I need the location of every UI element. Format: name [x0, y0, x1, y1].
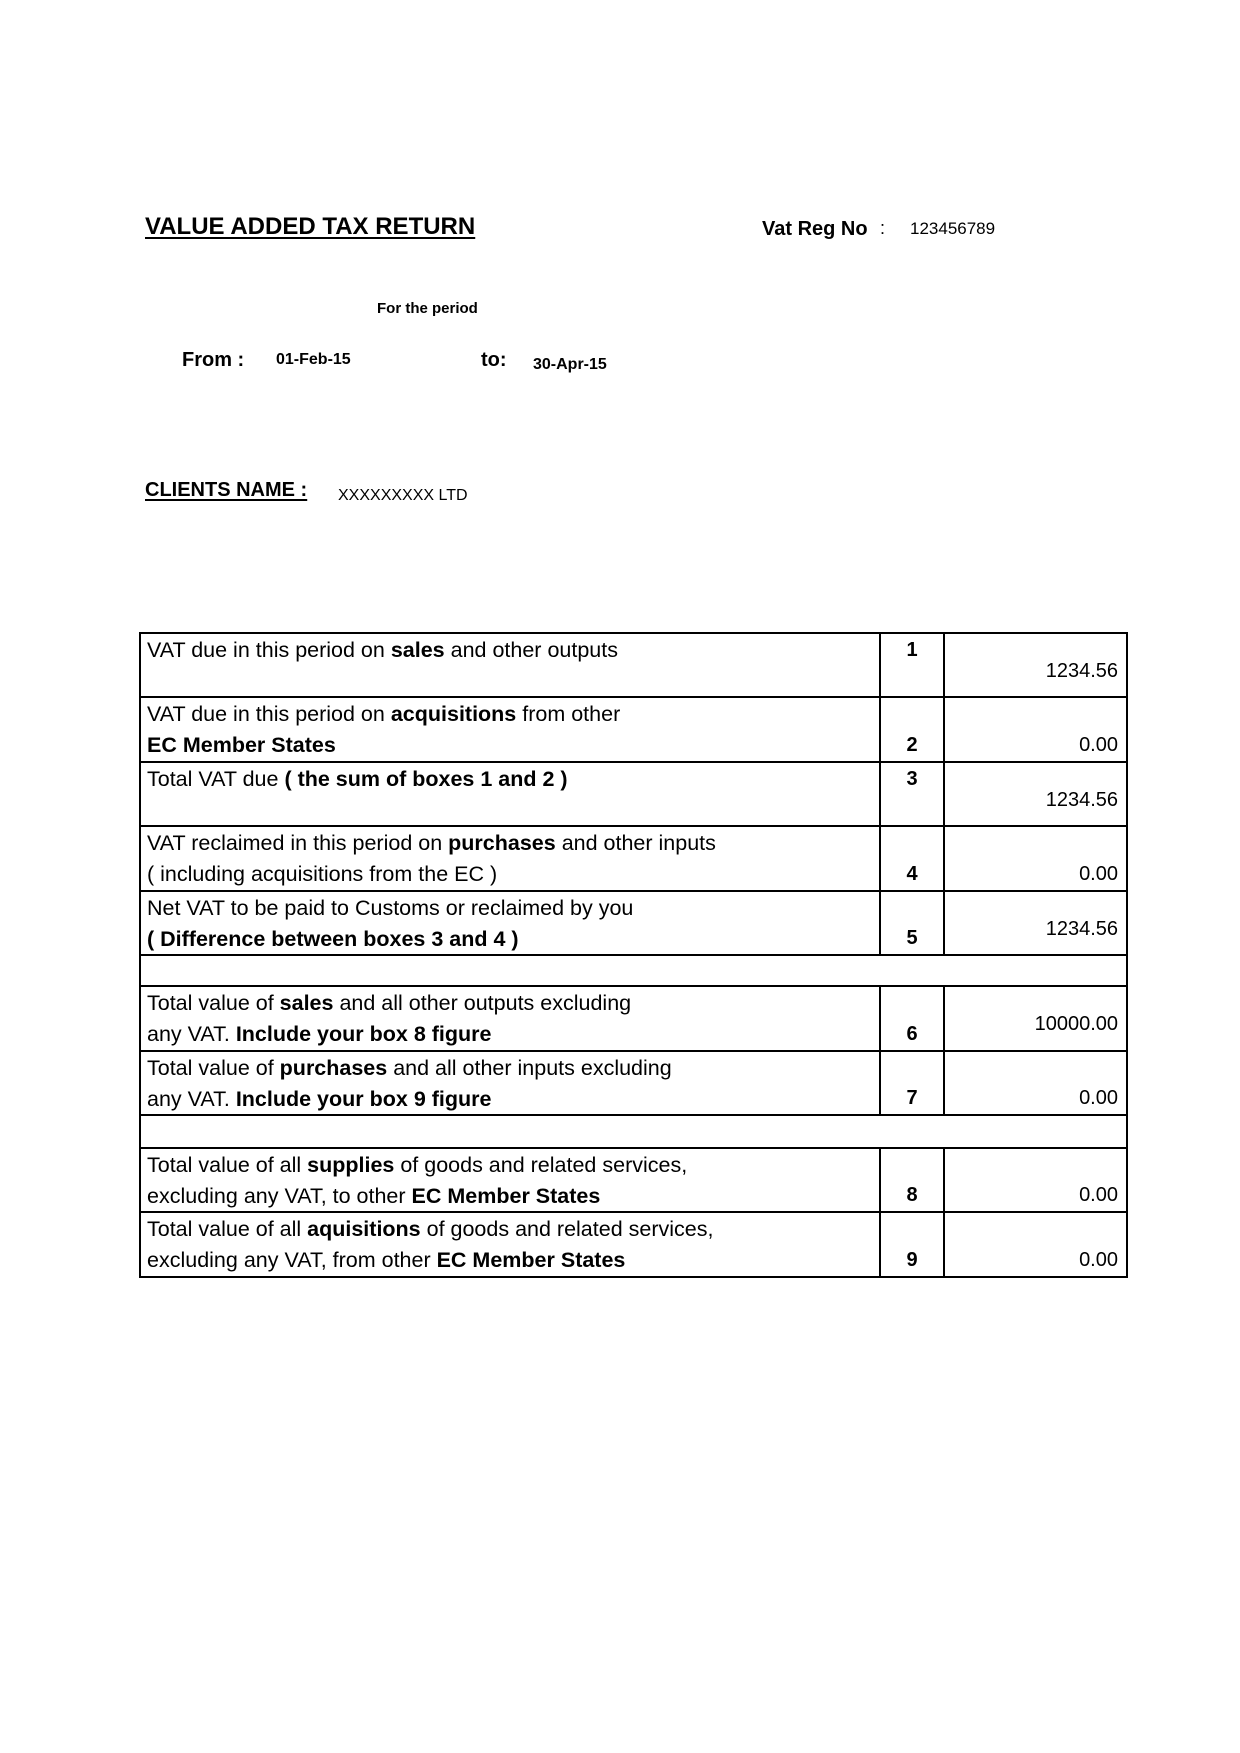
- box-number-cell: [881, 1052, 945, 1114]
- description-line: [147, 1150, 879, 1181]
- from-label: From :: [182, 349, 245, 371]
- amount-cell: [945, 892, 1128, 954]
- vat-reg-label: Vat Reg No: [762, 218, 868, 240]
- description-bold-text: aquisitions: [307, 1217, 421, 1241]
- from-date: 01-Feb-15: [276, 351, 351, 368]
- description-text: and all other outputs excluding: [333, 991, 632, 1015]
- description-text: VAT reclaimed in this period on: [147, 831, 449, 855]
- table-spacer-row: [139, 1116, 1128, 1149]
- box-number-cell: [881, 1213, 945, 1276]
- description-text: ( including acquisitions from the EC ): [147, 862, 498, 886]
- box-number-cell: [881, 763, 945, 825]
- description-line: [147, 1181, 879, 1212]
- description-line: [147, 988, 879, 1019]
- table-row: [139, 987, 1128, 1052]
- description-text: excluding any VAT, from other: [147, 1248, 437, 1272]
- page-title: VALUE ADDED TAX RETURN: [145, 213, 476, 240]
- description-text: any VAT.: [147, 1087, 236, 1111]
- amount-value: 0.00: [1079, 734, 1118, 756]
- description-bold-text: sales: [390, 638, 445, 662]
- description-line: [147, 764, 879, 795]
- box-number-cell: [881, 698, 945, 761]
- description-line: [147, 795, 879, 826]
- description-text: Total value of: [147, 1056, 280, 1080]
- description-bold-text: Include your box 9 figure: [235, 1087, 492, 1111]
- description-text: VAT due in this period on: [147, 638, 391, 662]
- description-text: from other: [516, 702, 621, 726]
- box-number: 6: [906, 1023, 918, 1045]
- description-line: [147, 730, 879, 761]
- row-description: [139, 892, 881, 954]
- description-text: VAT due in this period on: [147, 702, 391, 726]
- amount-value: 1234.56: [1045, 789, 1118, 811]
- description-text: Net VAT to be paid to Customs or reclaimed by you: [147, 896, 634, 920]
- description-text: and other inputs: [555, 831, 716, 855]
- client-name-label: CLIENTS NAME :: [145, 479, 308, 501]
- description-bold-text: ( the sum of boxes 1 and 2 ): [284, 767, 568, 791]
- row-description: [139, 698, 881, 761]
- description-bold-text: Include your box 8 figure: [235, 1022, 492, 1046]
- description-line: [147, 1245, 879, 1276]
- row-description: [139, 1213, 881, 1276]
- amount-value: 0.00: [1079, 1184, 1118, 1206]
- table-row: [139, 1213, 1128, 1278]
- description-bold-text: sales: [279, 991, 334, 1015]
- row-description: [139, 987, 881, 1050]
- description-text: Total value of all: [147, 1217, 308, 1241]
- table-row: [139, 827, 1128, 892]
- amount-value: 10000.00: [1034, 1013, 1118, 1035]
- description-line: [147, 1019, 879, 1050]
- description-line: [147, 699, 879, 730]
- description-text: of goods and related services,: [394, 1153, 688, 1177]
- amount-cell: [945, 763, 1128, 825]
- box-number-cell: [881, 1149, 945, 1211]
- box-number: 2: [906, 734, 918, 756]
- description-text: any VAT.: [147, 1022, 236, 1046]
- client-name-value: XXXXXXXXX LTD: [338, 487, 468, 504]
- amount-cell: [945, 827, 1128, 890]
- box-number-cell: [881, 634, 945, 696]
- description-line: [147, 1084, 879, 1115]
- description-bold-text: acquisitions: [390, 702, 517, 726]
- description-bold-text: EC Member States: [436, 1248, 626, 1272]
- description-text: Total value of all: [147, 1153, 308, 1177]
- description-line: [147, 924, 879, 955]
- description-bold-text: purchases: [448, 831, 556, 855]
- row-description: [139, 1149, 881, 1211]
- box-number-cell: [881, 892, 945, 954]
- description-line: [147, 859, 879, 890]
- table-row: [139, 1052, 1128, 1116]
- description-line: [147, 1053, 879, 1084]
- amount-value: 0.00: [1079, 1249, 1118, 1271]
- amount-cell: [945, 987, 1128, 1050]
- description-bold-text: supplies: [307, 1153, 395, 1177]
- box-number: 9: [906, 1249, 918, 1271]
- vat-reg-value: 123456789: [910, 219, 996, 238]
- amount-cell: [945, 1213, 1128, 1276]
- box-number: 3: [906, 768, 918, 790]
- box-number-cell: [881, 827, 945, 890]
- box-number: 7: [906, 1087, 918, 1109]
- box-number-cell: [881, 987, 945, 1050]
- description-bold-text: purchases: [279, 1056, 388, 1080]
- box-number: 8: [906, 1184, 918, 1206]
- row-description: [139, 1052, 881, 1114]
- description-line: [147, 1214, 879, 1245]
- description-line: [147, 828, 879, 859]
- description-text: of goods and related services,: [420, 1217, 714, 1241]
- description-bold-text: ( Difference between boxes 3 and 4 ): [147, 927, 519, 951]
- description-text: Total VAT due: [147, 767, 285, 791]
- description-text: and all other inputs excluding: [387, 1056, 672, 1080]
- description-bold-text: EC Member States: [411, 1184, 601, 1208]
- amount-value: 0.00: [1079, 1087, 1118, 1109]
- table-row: [139, 634, 1128, 698]
- description-text: Total value of: [147, 991, 280, 1015]
- description-text: and other outputs: [444, 638, 618, 662]
- amount-cell: [945, 698, 1128, 761]
- to-label: to:: [481, 349, 507, 371]
- row-description: [139, 827, 881, 890]
- box-number: 4: [906, 863, 918, 885]
- amount-cell: [945, 1149, 1128, 1211]
- table-row: [139, 892, 1128, 956]
- description-bold-text: EC Member States: [147, 733, 336, 757]
- row-description: [139, 634, 881, 696]
- period-caption: For the period: [377, 300, 478, 317]
- description-line: [147, 893, 879, 924]
- row-description: [139, 763, 881, 825]
- amount-value: 0.00: [1079, 863, 1118, 885]
- amount-cell: [945, 1052, 1128, 1114]
- box-number: 1: [906, 639, 918, 661]
- description-line: [147, 635, 879, 666]
- table-row: [139, 763, 1128, 827]
- vat-reg-colon: :: [880, 218, 886, 238]
- description-text: excluding any VAT, to other: [147, 1184, 412, 1208]
- amount-cell: [945, 634, 1128, 696]
- amount-value: 1234.56: [1045, 918, 1118, 940]
- description-line: [147, 666, 879, 697]
- table-spacer-row: [139, 956, 1128, 987]
- table-row: [139, 1149, 1128, 1213]
- box-number: 5: [906, 927, 918, 949]
- amount-value: 1234.56: [1045, 660, 1118, 682]
- table-row: [139, 698, 1128, 763]
- to-date: 30-Apr-15: [533, 356, 607, 373]
